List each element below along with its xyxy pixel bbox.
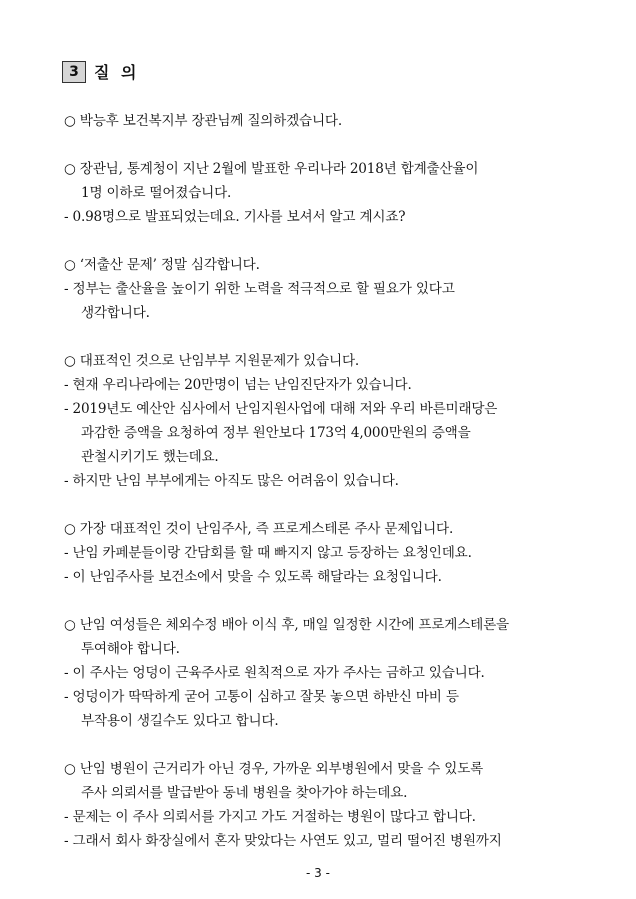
continuation-line: 투여해야 합니다. bbox=[81, 641, 180, 657]
section-heading bbox=[62, 60, 139, 83]
dash-line: - 0.98명으로 발표되었는데요. 기사를 보셔서 알고 계시죠? bbox=[64, 209, 406, 225]
page-number: - 3 - bbox=[306, 866, 330, 880]
dash-line: - 하지만 난임 부부에게는 아직도 많은 어려움이 있습니다. bbox=[64, 473, 399, 489]
bullet-line: ○ 대표적인 것으로 난임부부 지원문제가 있습니다. bbox=[64, 353, 360, 369]
continuation-line: 과감한 증액을 요청하여 정부 원안보다 173억 4,000만원의 증액을 bbox=[81, 425, 471, 441]
continuation-line: 부작용이 생길수도 있다고 합니다. bbox=[81, 713, 279, 729]
dash-line: - 현재 우리나라에는 20만명이 넘는 난임진단자가 있습니다. bbox=[64, 377, 412, 393]
dash-line: - 난임 카페분들이랑 간담회를 할 때 빠지지 않고 등장하는 요청인데요. bbox=[64, 545, 472, 561]
continuation-line: 1명 이하로 떨어졌습니다. bbox=[81, 185, 232, 201]
dash-line: - 문제는 이 주사 의뢰서를 가지고 가도 거절하는 병원이 많다고 합니다. bbox=[64, 809, 476, 825]
bullet-line: ○ 가장 대표적인 것이 난임주사, 즉 프로게스테론 주사 문제입니다. bbox=[64, 521, 454, 537]
section-number: 3 bbox=[62, 61, 86, 83]
dash-line: - 엉덩이가 딱딱하게 굳어 고통이 심하고 잘못 놓으면 하반신 마비 등 bbox=[64, 689, 459, 705]
bullet-line: ○ 박능후 보건복지부 장관님께 질의하겠습니다. bbox=[64, 113, 342, 129]
bullet-line: ○ 장관님, 통계청이 지난 2월에 발표한 우리나라 2018년 합계출산율이 bbox=[64, 161, 479, 177]
bullet-line: ○ ‘저출산 문제’ 정말 심각합니다. bbox=[64, 257, 260, 273]
dash-line: - 이 주사는 엉덩이 근육주사로 원칙적으로 자가 주사는 금하고 있습니다. bbox=[64, 665, 485, 681]
continuation-line: 주사 의뢰서를 발급받아 동네 병원을 찾아가야 하는데요. bbox=[81, 785, 408, 801]
section-title: 질 의 bbox=[94, 63, 140, 82]
dash-line: - 정부는 출산율을 높이기 위한 노력을 적극적으로 할 필요가 있다고 bbox=[64, 281, 455, 297]
dash-line: - 이 난임주사를 보건소에서 맞을 수 있도록 해달라는 요청입니다. bbox=[64, 569, 442, 585]
bullet-line: ○ 난임 병원이 근거리가 아닌 경우, 가까운 외부병원에서 맞을 수 있도록 bbox=[64, 761, 484, 777]
dash-line: - 2019년도 예산안 심사에서 난임지원사업에 대해 저와 우리 바른미래당은 bbox=[64, 401, 498, 417]
continuation-line: 관철시키기도 했는데요. bbox=[81, 449, 219, 465]
bullet-line: ○ 난임 여성들은 체외수정 배아 이식 후, 매일 일정한 시간에 프로게스테론을 bbox=[64, 617, 509, 633]
continuation-line: 생각합니다. bbox=[81, 305, 150, 321]
dash-line: - 그래서 회사 화장실에서 혼자 맞았다는 사연도 있고, 멀리 떨어진 병원까지 bbox=[64, 833, 502, 849]
